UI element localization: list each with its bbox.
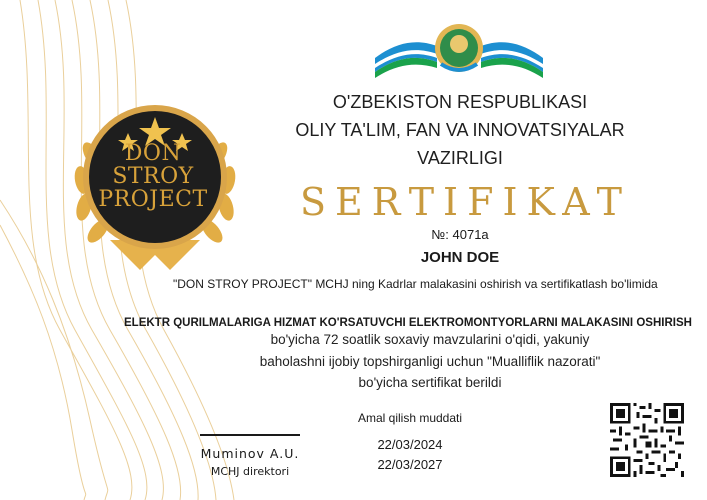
ministry-line-3: VAZIRLIGI: [417, 148, 503, 168]
signatory-name: Muminov A.U.: [200, 446, 300, 461]
validity-label: Amal qilish muddati: [357, 411, 463, 425]
state-emblem-icon: [375, 18, 543, 82]
certificate-title: SERTIFIKAT: [300, 180, 632, 224]
signatory-role: MCHJ direktori: [210, 465, 290, 478]
date-from: 22/03/2024: [377, 437, 443, 452]
badge-word-stroy: STROY: [112, 164, 194, 189]
qr-code-icon[interactable]: [610, 403, 684, 477]
recipient-name: JOHN DOE: [420, 249, 500, 266]
description-line-2: baholashni ijobiy topshirganligi uchun "Mualliflik nazorati": [259, 354, 601, 369]
ministry-heading: [270, 88, 650, 172]
description-line-1: bo'yicha 72 soatlik soxaviy mavzularini o'qidi, yakuniy: [270, 332, 590, 347]
badge-text: [78, 142, 228, 211]
ministry-line-1: O'ZBEKISTON RESPUBLIKASI: [332, 92, 588, 112]
badge-word-project: PROJECT: [98, 187, 208, 212]
description-line-3: bo'yicha sertifikat berildi: [358, 375, 502, 390]
organization-line: "DON STROY PROJECT" MCHJ ning Kadrlar malakasini oshirish va sertifikatlash bo'limida: [173, 277, 658, 291]
badge-word-don: DON: [124, 141, 182, 166]
course-line: ELEKTR QURILMALARIGA HIZMAT KO'RSATUVCHI ELEKTROMONTYORLARNI MALAKASINI OSHIRISH: [124, 317, 692, 329]
date-to: 22/03/2027: [377, 457, 443, 472]
certificate-number: №: 4071a: [431, 227, 489, 242]
ministry-line-2: OLIY TA'LIM, FAN VA INNOVATSIYALAR: [295, 120, 625, 140]
signature-line: [200, 434, 300, 436]
